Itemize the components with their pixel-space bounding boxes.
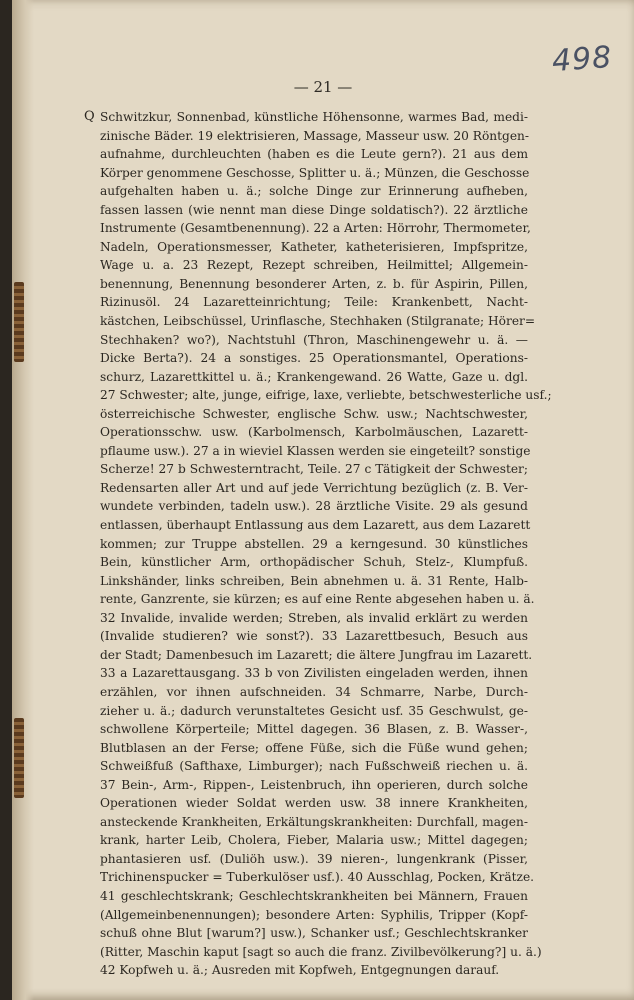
text-line: Dicke Berta?). 24 a sonstiges. 25 Operationsmantel, Operations-: [100, 351, 528, 366]
text-line: 32 Invalide, invalide werden; Streben, als invalid erklärt zu werden: [100, 610, 528, 625]
text-line: erzählen, vor ihnen aufschneiden. 34 Schmarre, Narbe, Durch-: [100, 684, 528, 699]
text-line: Trichinenspucker = Tuberkulöser usf.). 40 Ausschlag, Pocken, Krätze.: [100, 870, 535, 885]
text-line: Instrumente (Gesamtbenennung). 22 a Arten: Hörrohr, Thermometer,: [100, 221, 531, 236]
text-line: entlassen, überhaupt Entlassung aus dem Lazarett, aus dem Lazarett: [100, 518, 531, 533]
text-line: österreichische Schwester, englische Schw. usw.; Nachtschwester,: [100, 406, 528, 421]
page-number: — 21 —: [293, 78, 353, 96]
text-line: zieher u. ä.; dadurch verunstaltetes Gesicht usf. 35 Geschwulst, ge-: [100, 703, 528, 718]
text-line: aufnahme, durchleuchten (haben es die Leute gern?). 21 aus dem: [100, 147, 528, 162]
text-line: Operationen wieder Soldat werden usw. 38 innere Krankheiten,: [100, 796, 528, 811]
text-line: Schwitzkur, Sonnenbad, künstliche Höhensonne, warmes Bad, medi-: [100, 110, 528, 124]
page-gutter-shadow: [12, 0, 34, 1000]
text-line: schurz, Lazarettkittel u. ä.; Krankengewand. 26 Watte, Gaze u. dgl.: [100, 369, 528, 384]
text-line: krank, harter Leib, Cholera, Fieber, Malaria usw.; Mittel dagegen;: [100, 833, 528, 848]
text-line: Stechhaken? wo?), Nachtstuhl (Thron, Maschinengewehr u. ä. —: [100, 332, 528, 347]
text-line: Nadeln, Operationsmesser, Katheter, katheterisieren, Impfspritze,: [100, 239, 528, 254]
text-line: Bein, künstlicher Arm, orthopädischer Schuh, Stelz-, Klumpfuß.: [100, 555, 528, 570]
text-line: 41 geschlechtskrank; Geschlechtskrankheiten bei Männern, Frauen: [100, 888, 528, 903]
text-line: fassen lassen (wie nennt man diese Dinge soldatisch?). 22 ärztliche: [100, 202, 528, 217]
text-line: Rizinusöl. 24 Lazaretteinrichtung; Teile: Krankenbett, Nacht-: [100, 295, 528, 310]
text-line: aufgehalten haben u. ä.; solche Dinge zur Erinnerung aufheben,: [100, 184, 528, 199]
text-line: Redensarten aller Art und auf jede Verrichtung bezüglich (z. B. Ver-: [100, 480, 528, 495]
text-line: der Stadt; Damenbesuch im Lazarett; die ältere Jungfrau im Lazarett.: [100, 647, 533, 662]
book-page: [12, 0, 634, 1000]
text-line: schwollene Körperteile; Mittel dagegen. 36 Blasen, z. B. Wasser-,: [100, 722, 528, 737]
text-line: Blutblasen an der Ferse; offene Füße, sich die Füße wund gehen;: [100, 740, 528, 755]
text-line: zinische Bäder. 19 elektrisieren, Massage, Masseur usw. 20 Röntgen-: [100, 128, 530, 143]
text-line: ansteckende Krankheiten, Erkältungskrankheiten: Durchfall, magen-: [100, 814, 528, 829]
text-line: kommen; zur Truppe abstellen. 29 a kerngesund. 30 künstliches: [100, 536, 528, 551]
text-line: (Allgemeinbenennungen); besondere Arten: Syphilis, Tripper (Kopf-: [100, 907, 528, 922]
margin-marker: Q: [84, 109, 95, 124]
text-line: pflaume usw.). 27 a in wieviel Klassen werden sie eingeteilt? sonstige: [100, 443, 531, 458]
text-line: (Invalide studieren? wie sonst?). 33 Lazarettbesuch, Besuch aus: [100, 629, 528, 644]
text-line: benennung, Benennung besonderer Arten, z. b. für Aspirin, Pillen,: [100, 276, 528, 291]
handwritten-annotation: 498: [550, 39, 614, 80]
text-line: Operationsschw. usw. (Karbolmensch, Karbolmäuschen, Lazarett-: [100, 425, 528, 440]
text-line: kästchen, Leibschüssel, Urinflasche, Stechhaken (Stilgranate; Hörer=: [100, 314, 536, 329]
binding-thread: [14, 282, 24, 362]
text-line: Schweißfuß (Safthaxe, Limburger); nach Fußschweiß riechen u. ä.: [100, 759, 528, 774]
body-text: [84, 108, 552, 980]
text-line: 42 Kopfweh u. ä.; Ausreden mit Kopfweh, Entgegnungen darauf.: [100, 963, 500, 978]
text-line: Scherze! 27 b Schwesterntracht, Teile. 27 c Tätigkeit der Schwester;: [100, 462, 528, 477]
text-line: rente, Ganzrente, sie kürzen; es auf eine Rente abgesehen haben u. ä.: [100, 592, 535, 607]
text-lines: [100, 108, 552, 980]
text-line: phantasieren usf. (Duliöh usw.). 39 nieren-, lungenkrank (Pisser,: [100, 851, 528, 866]
text-line: wundete verbinden, tadeln usw.). 28 ärztliche Visite. 29 als gesund: [100, 499, 528, 514]
text-line: schuß ohne Blut [warum?] usw.), Schanker usf.; Geschlechtskranker: [100, 926, 528, 941]
text-line: Wage u. a. 23 Rezept, Rezept schreiben, Heilmittel; Allgemein-: [100, 258, 528, 273]
text-line: 27 Schwester; alte, junge, eifrige, laxe, verliebte, betschwesterliche usf.;: [100, 388, 552, 403]
text-line: Körper genommene Geschosse, Splitter u. ä.; Münzen, die Geschosse: [100, 165, 530, 180]
text-line: 33 a Lazarettausgang. 33 b von Zivilisten eingeladen werden, ihnen: [100, 666, 528, 681]
text-line: Linkshänder, links schreiben, Bein abnehmen u. ä. 31 Rente, Halb-: [100, 573, 528, 588]
text-line: 37 Bein-, Arm-, Rippen-, Leistenbruch, ihn operieren, durch solche: [100, 777, 528, 792]
text-line: (Ritter, Maschin kaput [sagt so auch die franz. Zivilbevölkerung?] u. ä.): [100, 944, 542, 959]
binding-thread: [14, 718, 24, 798]
